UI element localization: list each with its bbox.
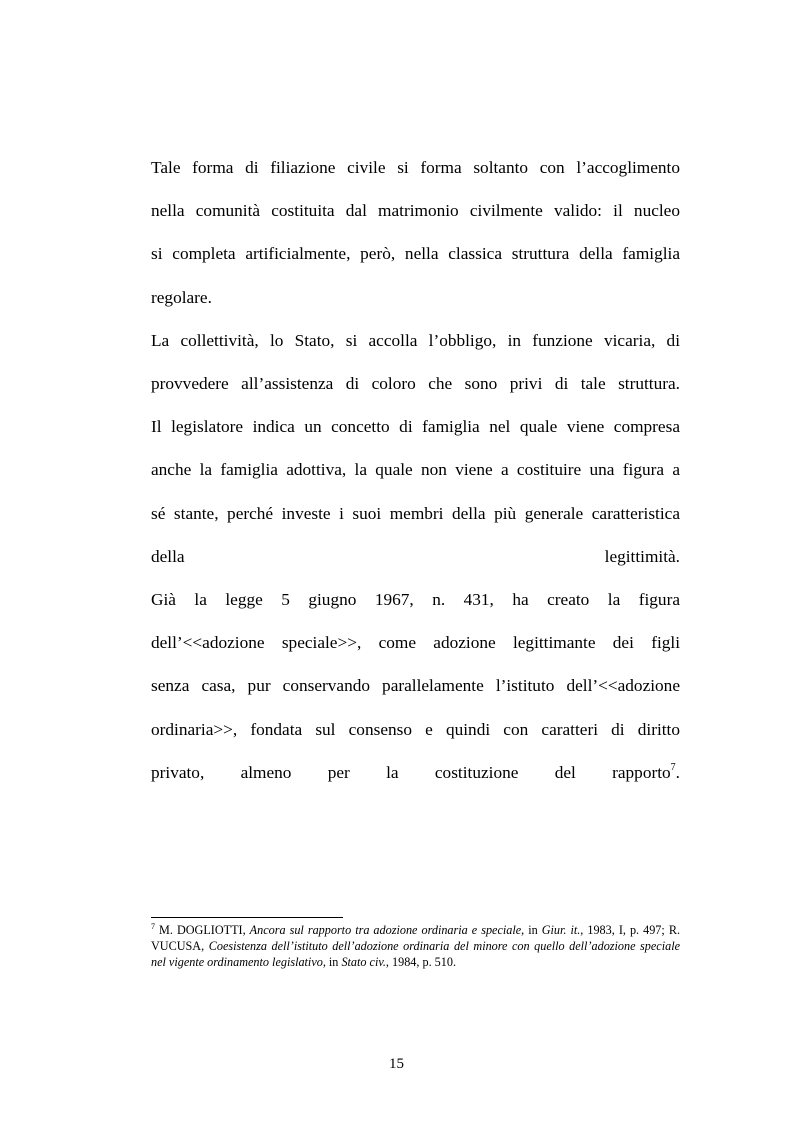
footnote-title: Coesistenza dell’istituto dell’adozione ordinaria del minore con quello dell’adozione speciale nel vigente ordinamento legislativo [151,938,680,969]
text-line: privato, almeno per la costituzione del rapporto [151,762,671,782]
footnote-journal: Stato civ. [341,954,386,969]
footnote-text: , in [521,923,542,937]
body-text [151,146,680,794]
paragraph-1 [151,146,680,319]
text-line: anche la famiglia adottiva, la quale non viene a costituire una figura a [151,460,680,480]
text-line: senza casa, pur conservando parallelamente l’istituto dell’<<adozione [151,676,680,696]
footnote-reference[interactable]: 7 [670,762,676,774]
footnote-text: , 1984, p. 510. [385,954,456,969]
text-line: Il legislatore indica un concetto di famiglia nel quale viene compresa [151,417,680,437]
footnote-author: R. VUCUSA, [151,923,680,953]
text-line: Tale forma di filiazione civile si forma soltanto con l’accoglimento [151,158,680,177]
footnote-7 [151,923,680,970]
footnote-separator [151,917,343,918]
page-number: 15 [389,1056,404,1072]
text-line-end: . [675,762,680,782]
paragraph-4 [151,578,680,794]
text-line: della legittimità. [151,546,680,566]
paragraph-3 [151,405,680,578]
text-line: si completa artificialmente, però, nella classica struttura della famiglia [151,244,680,264]
footnote-author: M. DOGLIOTTI, [159,923,250,937]
text-line: ordinaria>>, fondata sul consenso e quindi con caratteri di diritto [151,719,680,739]
footnote-title: Ancora sul rapporto tra adozione ordinaria e speciale [249,923,522,937]
footnote-journal: Giur. it. [541,923,581,937]
text-line: dell’<<adozione speciale>>, come adozione legittimante dei figli [151,633,680,653]
footnote-text: , 1983, I, p. 497; [580,923,669,937]
text-line: provvedere all’assistenza di coloro che sono privi di tale struttura. [151,374,680,394]
text-line: Già la legge 5 giugno 1967, n. 431, ha creato la figura [151,590,680,610]
paragraph-2 [151,319,680,405]
footnote-number: 7 [151,921,155,931]
footnote-text: , in [322,954,342,969]
text-line: sé stante, perché investe i suoi membri della più generale caratteristica [151,503,680,523]
text-line: La collettività, lo Stato, si accolla l’obbligo, in funzione vicaria, di [151,330,680,350]
text-line: nella comunità costituita dal matrimonio civilmente valido: il nucleo [151,201,680,221]
text-line: regolare. [151,287,212,307]
